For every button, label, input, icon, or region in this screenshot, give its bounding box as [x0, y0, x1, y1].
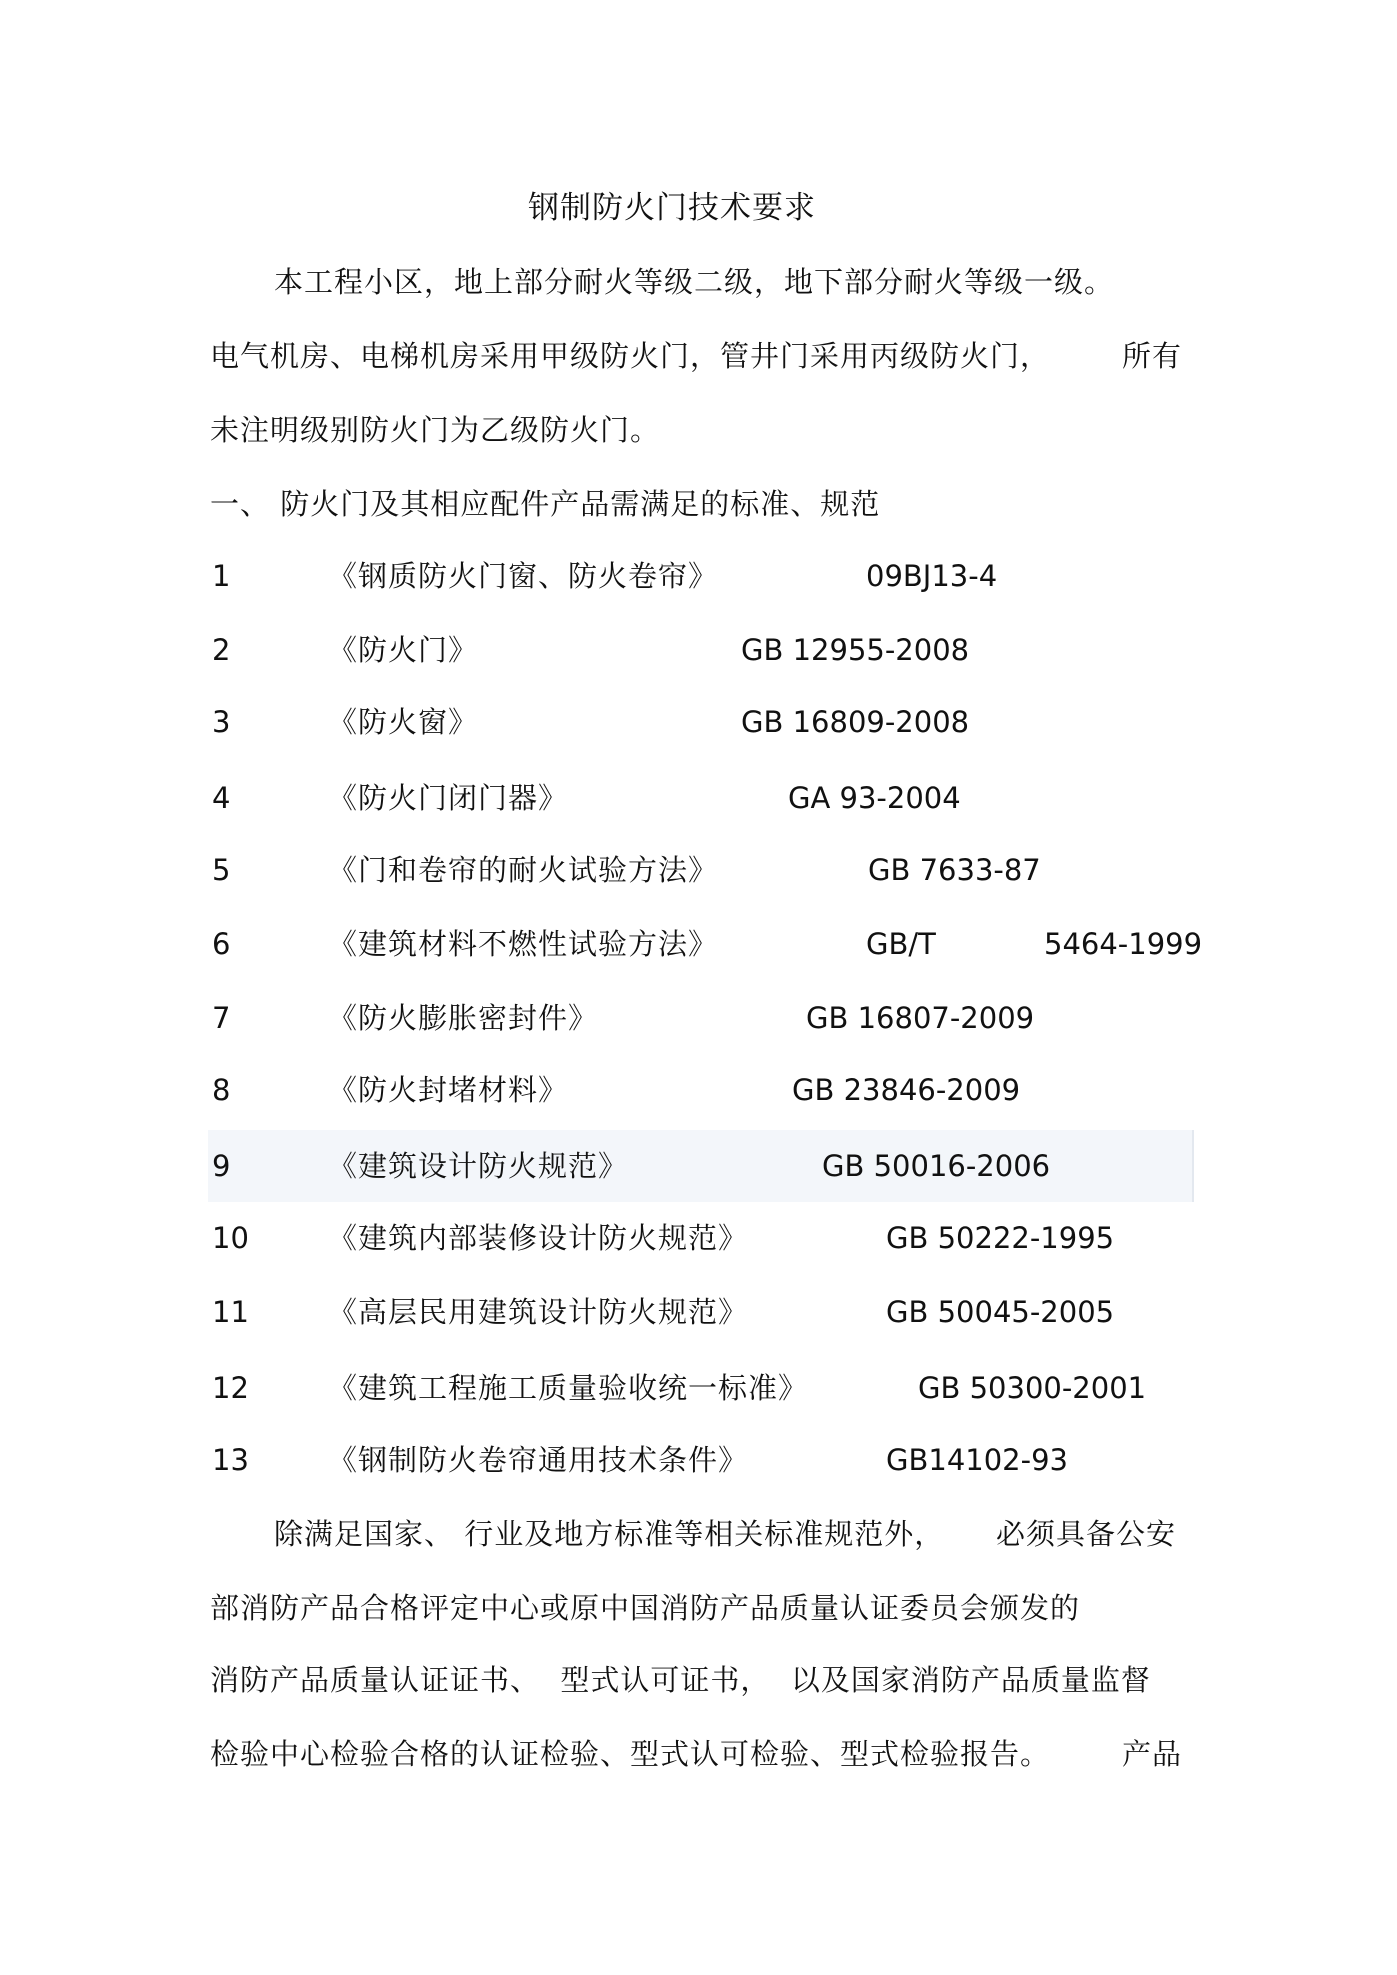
- standard-number: 8: [212, 1073, 231, 1107]
- standard-code-number: 5464-1999: [1044, 927, 1203, 961]
- standard-row-8: [208, 1054, 1192, 1126]
- standard-name: 《建筑工程施工质量验收统一标准》: [328, 1371, 809, 1405]
- standard-number: 13: [212, 1443, 249, 1477]
- standard-code: GB14102-93: [886, 1443, 1068, 1477]
- standard-number: 11: [212, 1295, 249, 1329]
- standard-row-10: [208, 1202, 1192, 1274]
- standard-number: 6: [212, 927, 231, 961]
- standard-name: 《钢质防火门窗、防火卷帘》: [328, 559, 719, 593]
- standard-row-7: [208, 982, 1192, 1054]
- page-title: 钢制防火门技术要求: [528, 190, 816, 226]
- standard-name: 《防火封堵材料》: [328, 1073, 569, 1107]
- standard-code: GA 93-2004: [788, 781, 961, 815]
- standard-name: 《防火门》: [328, 633, 479, 667]
- standard-code: GB 50222-1995: [886, 1221, 1115, 1255]
- standard-name: 《建筑内部装修设计防火规范》: [328, 1221, 749, 1255]
- standard-row-12: [208, 1352, 1192, 1424]
- standard-row-2: [208, 614, 1192, 686]
- standard-code: GB 7633-87: [868, 853, 1041, 887]
- standard-number: 9: [212, 1149, 231, 1183]
- intro-line-3: 未注明级别防火门为乙级防火门。: [210, 413, 661, 447]
- standard-row-6: [208, 908, 1203, 980]
- standard-number: 2: [212, 633, 231, 667]
- intro-line-2-end: 所有: [1122, 339, 1183, 373]
- standard-code: GB 16809-2008: [741, 705, 970, 739]
- standard-row-5: [208, 834, 1192, 906]
- standard-row-11: [208, 1276, 1192, 1348]
- standard-name: 《防火窗》: [328, 705, 479, 739]
- closing-line-1: 除满足国家、 行业及地方标准等相关标准规范外，: [274, 1517, 945, 1551]
- standard-number: 1: [212, 559, 231, 593]
- standard-row-13: [208, 1424, 1192, 1496]
- standard-code: 09BJ13-4: [866, 559, 998, 593]
- standard-code: GB/T: [866, 927, 936, 961]
- closing-line-2: 部消防产品合格评定中心或原中国消防产品质量认证委员会颁发的: [210, 1591, 1081, 1625]
- closing-line-4: 检验中心检验合格的认证检验、型式认可检验、型式检验报告。: [210, 1737, 1051, 1771]
- standard-number: 12: [212, 1371, 249, 1405]
- closing-line-3: 消防产品质量认证证书、 型式认可证书， 以及国家消防产品质量监督: [210, 1663, 1151, 1697]
- standard-row-1: [208, 540, 1192, 612]
- standard-name: 《防火膨胀密封件》: [328, 1001, 599, 1035]
- standard-code: GB 12955-2008: [741, 633, 970, 667]
- standard-code: GB 50045-2005: [886, 1295, 1115, 1329]
- intro-line-1: 本工程小区，地上部分耐火等级二级，地下部分耐火等级一级。: [274, 265, 1115, 299]
- standard-name: 《门和卷帘的耐火试验方法》: [328, 853, 719, 887]
- standard-number: 10: [212, 1221, 249, 1255]
- standard-number: 3: [212, 705, 231, 739]
- standard-row-3: [208, 686, 1192, 758]
- intro-line-2: 电气机房、电梯机房采用甲级防火门，管井门采用丙级防火门，: [210, 339, 1051, 373]
- standard-code: GB 50300-2001: [918, 1371, 1147, 1405]
- standard-number: 7: [212, 1001, 231, 1035]
- standard-number: 4: [212, 781, 231, 815]
- standard-name: 《防火门闭门器》: [328, 781, 569, 815]
- standard-code: GB 16807-2009: [806, 1001, 1035, 1035]
- standard-number: 5: [212, 853, 231, 887]
- standard-name: 《高层民用建筑设计防火规范》: [328, 1295, 749, 1329]
- standard-code: GB 50016-2006: [822, 1149, 1051, 1183]
- standard-name: 《钢制防火卷帘通用技术条件》: [328, 1443, 749, 1477]
- section-heading: 一、 防火门及其相应配件产品需满足的标准、规范: [210, 487, 881, 521]
- closing-line-1-end: 必须具备公安: [996, 1517, 1177, 1551]
- standard-name: 《建筑设计防火规范》: [328, 1149, 629, 1183]
- standard-name: 《建筑材料不燃性试验方法》: [328, 927, 719, 961]
- standard-row-9: [208, 1130, 1194, 1202]
- standard-code: GB 23846-2009: [792, 1073, 1021, 1107]
- closing-line-4-end: 产品: [1122, 1737, 1183, 1771]
- standard-row-4: [208, 762, 1192, 834]
